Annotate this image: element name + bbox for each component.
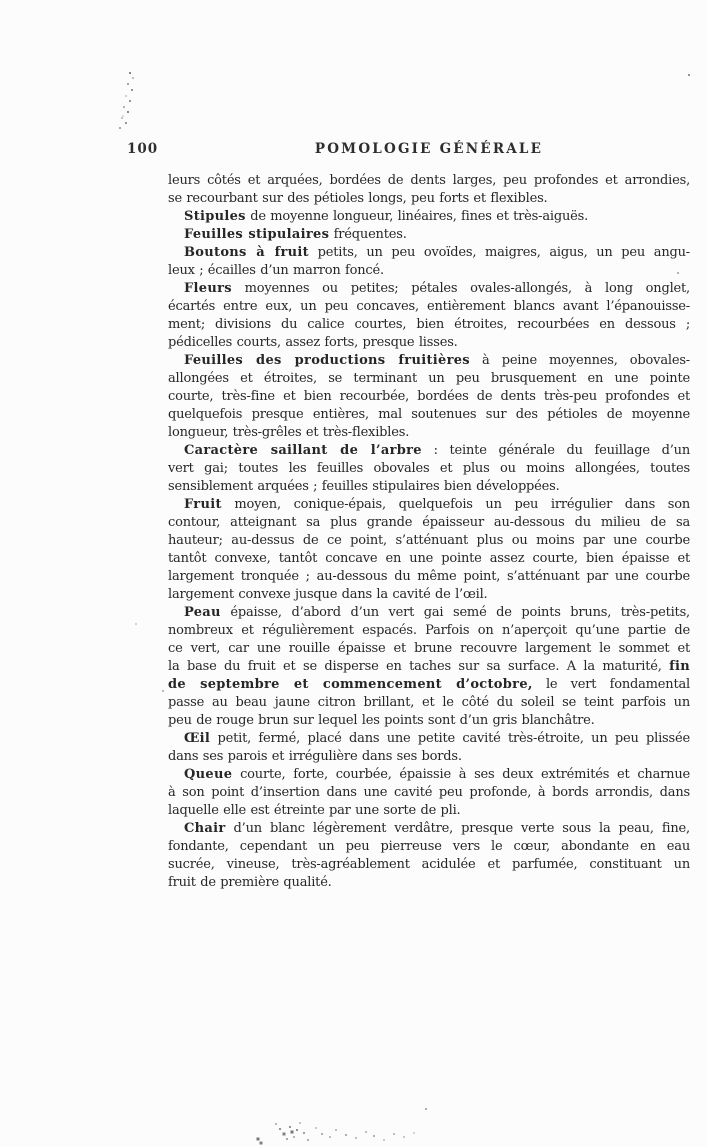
text-line: la base du fruit et se disperse en taches sur sa surface. A la maturité, fin bbox=[168, 659, 690, 674]
text-line: Stipules de moyenne longueur, linéaires, fines et très-aiguës. bbox=[184, 209, 589, 224]
ink-speckles bbox=[255, 1105, 257, 1107]
text-line: passe au beau jaune citron brillant, et le côté du soleil se teint parfois un bbox=[168, 695, 690, 710]
paragraph bbox=[168, 442, 690, 496]
paragraph bbox=[168, 820, 690, 892]
paragraph bbox=[168, 226, 690, 244]
text-line: largement convexe jusque dans la cavité de l’œil. bbox=[168, 587, 488, 602]
paragraph bbox=[168, 730, 690, 766]
text-line: allongées et étroites, se terminant un peu brusquement en une pointe bbox=[168, 371, 690, 386]
text-line: sucrée, vineuse, très-agréablement acidulée et parfumée, constituant un bbox=[168, 857, 690, 872]
text-line: dans ses parois et irrégulière dans ses bords. bbox=[168, 749, 462, 764]
page-header bbox=[0, 141, 707, 161]
text-line: nombreux et régulièrement espacés. Parfois on n’aperçoit qu’une partie de bbox=[168, 623, 690, 638]
text-line: ment; divisions du calice courtes, bien étroites, recourbées en dessous ; bbox=[168, 317, 690, 332]
ink-dot bbox=[135, 623, 137, 625]
text-line: sensiblement arquées ; feuilles stipulaires bien développées. bbox=[168, 479, 560, 494]
paragraph bbox=[168, 172, 690, 208]
page-number: 100 bbox=[127, 141, 159, 157]
ink-dot bbox=[677, 272, 679, 274]
ink-dot bbox=[162, 690, 164, 692]
text-line: quelquefois presque entières, mal soutenues sur des pétioles de moyenne bbox=[168, 407, 690, 422]
text-line: Feuilles des productions fruitières à peine moyennes, obovales- bbox=[184, 353, 690, 368]
paragraph bbox=[168, 208, 690, 226]
ink-smudge bbox=[116, 70, 118, 72]
text-line: laquelle elle est étreinte par une sorte de pli. bbox=[168, 803, 461, 818]
text-line: à son point d’insertion dans une cavité peu profonde, à bords arrondis, dans bbox=[168, 785, 690, 800]
text-line: tantôt convexe, tantôt concave en une pointe assez courte, bien épaisse et bbox=[168, 551, 690, 566]
text-line: leux ; écailles d’un marron foncé. bbox=[168, 263, 384, 278]
text-line: Chair d’un blanc légèrement verdâtre, presque verte sous la peau, fine, bbox=[184, 821, 690, 836]
text-line: largement tronquée ; au-dessous du même point, s’atténuant par une courbe bbox=[168, 569, 690, 584]
text-line: fruit de première qualité. bbox=[168, 875, 332, 890]
running-title: POMOLOGIE GÉNÉRALE bbox=[314, 141, 544, 157]
text-line: Caractère saillant de l’arbre : teinte générale du feuillage d’un bbox=[184, 443, 690, 458]
text-line: Boutons à fruit petits, un peu ovoïdes, maigres, aigus, un peu angu- bbox=[184, 245, 690, 260]
text-line: Feuilles stipulaires fréquentes. bbox=[184, 227, 407, 242]
text-line: Œil petit, fermé, placé dans une petite cavité très-étroite, un peu plissée bbox=[184, 731, 690, 746]
text-line: hauteur; au-dessus de ce point, s’atténuant plus ou moins par une courbe bbox=[168, 533, 690, 548]
text-line: de septembre et commencement d’octobre, le vert fondamental bbox=[168, 677, 690, 692]
text-line: Peau épaisse, d’abord d’un vert gai semé de points bruns, très-petits, bbox=[184, 605, 690, 620]
paragraph bbox=[168, 604, 690, 730]
text-line: leurs côtés et arquées, bordées de dents larges, peu profondes et arrondies, bbox=[168, 173, 690, 188]
text-line: vert gai; toutes les feuilles obovales et plus ou moins allongées, toutes bbox=[168, 461, 690, 476]
text-line: ce vert, car une rouille épaisse et brune recouvre largement le sommet et bbox=[168, 641, 690, 656]
text-line: fondante, cependant un peu pierreuse vers le cœur, abondante en eau bbox=[168, 839, 690, 854]
text-line: Fleurs moyennes ou petites; pétales ovales-allongés, à long onglet, bbox=[184, 281, 690, 296]
paragraph bbox=[168, 244, 690, 280]
paragraph bbox=[168, 352, 690, 442]
body-text bbox=[168, 172, 690, 892]
text-line: écartés entre eux, un peu concaves, entièrement blancs avant l’épanouisse- bbox=[168, 299, 690, 314]
text-line: Fruit moyen, conique-épais, quelquefois un peu irrégulier dans son bbox=[184, 497, 690, 512]
paragraph bbox=[168, 766, 690, 820]
text-line: longueur, très-grêles et très-flexibles. bbox=[168, 425, 410, 440]
text-line: courte, très-fine et bien recourbée, bordées de dents très-peu profondes et bbox=[168, 389, 690, 404]
text-line: pédicelles courts, assez forts, presque lisses. bbox=[168, 335, 458, 350]
text-line: se recourbant sur des pétioles longs, peu forts et flexibles. bbox=[168, 191, 548, 206]
text-line: Queue courte, forte, courbée, épaissie à ses deux extrémités et charnue bbox=[184, 767, 690, 782]
text-line: contour, atteignant sa plus grande épaisseur au-dessous du milieu de sa bbox=[168, 515, 690, 530]
paragraph bbox=[168, 496, 690, 604]
ink-dot bbox=[688, 74, 690, 76]
text-line: peu de rouge brun sur lequel les points sont d’un gris blanchâtre. bbox=[168, 713, 595, 728]
paragraph bbox=[168, 280, 690, 352]
